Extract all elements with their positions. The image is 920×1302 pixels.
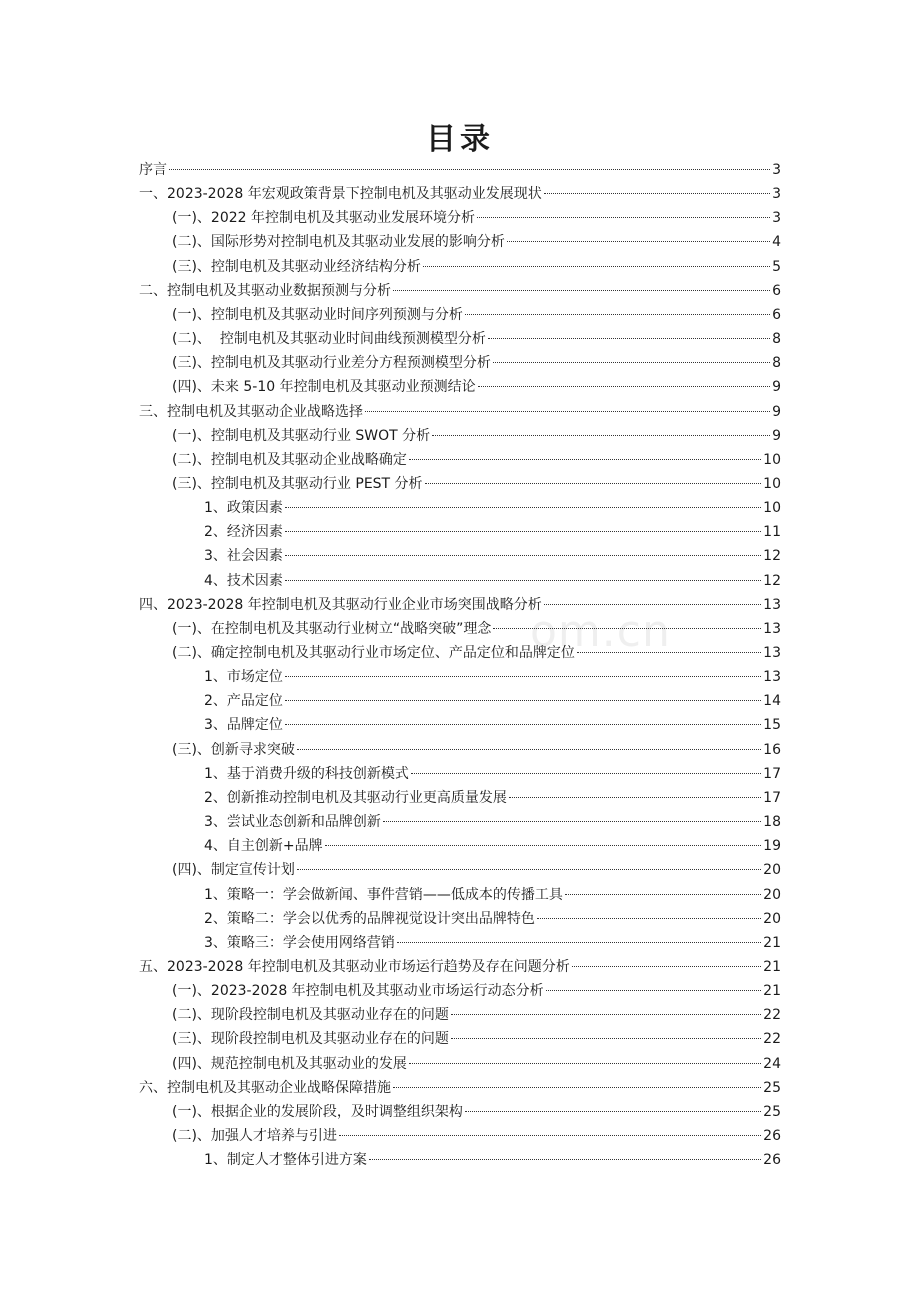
watermark: om.cn — [530, 606, 671, 657]
toc-entry-page-number: 13 — [763, 596, 781, 613]
toc-entry[interactable] — [172, 424, 781, 448]
toc-entry[interactable] — [204, 883, 781, 907]
toc-entry-page-number: 6 — [772, 282, 781, 299]
toc-entry[interactable] — [139, 593, 781, 617]
toc-entry-page-number: 19 — [763, 838, 781, 855]
toc-entry-page-number: 15 — [763, 717, 781, 734]
dot-leader — [365, 411, 770, 412]
page-title: 目录 — [426, 122, 494, 157]
toc-entry-page-number: 8 — [772, 331, 781, 348]
toc-entry-page-number: 3 — [772, 210, 781, 227]
toc-entry[interactable] — [204, 713, 781, 737]
toc-entry-title: (三)、控制电机及其驱动行业差分方程预测模型分析 — [172, 355, 491, 372]
toc-entry-page-number: 4 — [772, 234, 781, 251]
dot-leader — [297, 749, 761, 750]
toc-entry-title: (二)、加强人才培养与引进 — [172, 1128, 337, 1144]
toc-entry-page-number: 9 — [772, 379, 781, 396]
toc-entry-title: (一)、根据企业的发展阶段，及时调整组织架构 — [172, 1103, 463, 1120]
toc-entry-title: 一、2023-2028 年宏观政策背景下控制电机及其驱动业发展现状 — [139, 186, 542, 203]
toc-entry[interactable] — [172, 1124, 781, 1148]
toc-entry-page-number: 24 — [763, 1055, 781, 1072]
toc-entry[interactable] — [172, 303, 781, 327]
dot-leader — [425, 483, 762, 484]
toc-entry-page-number: 21 — [763, 983, 781, 1000]
toc-entry-page-number: 8 — [772, 355, 781, 372]
dot-leader — [339, 1135, 761, 1136]
toc-entry-page-number: 26 — [763, 1128, 781, 1144]
toc-entry-page-number: 3 — [772, 162, 781, 178]
toc-entry[interactable] — [139, 158, 781, 182]
dot-leader — [544, 604, 761, 605]
dot-leader — [507, 241, 770, 242]
toc-entry-page-number: 20 — [763, 886, 781, 903]
toc-entry-page-number: 12 — [763, 572, 781, 589]
toc-entry[interactable] — [204, 496, 781, 520]
toc-entry[interactable] — [172, 1027, 781, 1051]
toc-entry[interactable] — [172, 230, 781, 254]
toc-entry-title: (三)、创新寻求突破 — [172, 741, 295, 758]
toc-entry-page-number: 22 — [763, 1007, 781, 1024]
toc-entry[interactable] — [139, 182, 781, 206]
toc-entry-page-number: 20 — [763, 862, 781, 879]
toc-entry[interactable] — [172, 641, 781, 665]
toc-entry[interactable] — [172, 858, 781, 882]
toc-entry-title: (一)、2023-2028 年控制电机及其驱动业市场运行动态分析 — [172, 983, 544, 1000]
toc-entry[interactable] — [204, 834, 781, 858]
toc-entry-title: 1、基于消费升级的科技创新模式 — [204, 765, 409, 782]
toc-entry-title: 1、政策因素 — [204, 500, 283, 517]
toc-entry-page-number: 13 — [763, 645, 781, 661]
dot-leader — [285, 580, 761, 581]
toc-entry-page-number: 17 — [763, 765, 781, 782]
dot-leader — [544, 193, 770, 194]
toc-entry-page-number: 10 — [763, 475, 781, 492]
toc-entry-page-number: 21 — [763, 934, 781, 951]
toc-entry-page-number: 20 — [763, 910, 781, 927]
toc-entry-page-number: 10 — [763, 500, 781, 517]
toc-entry-title: 1、市场定位 — [204, 669, 283, 686]
toc-entry[interactable] — [172, 1052, 781, 1076]
dot-leader — [393, 290, 770, 291]
toc-entry-page-number: 13 — [763, 620, 781, 637]
dot-leader — [465, 314, 770, 315]
toc-entry-page-number: 21 — [763, 958, 781, 975]
toc-entry[interactable] — [172, 979, 781, 1003]
dot-leader — [478, 386, 770, 387]
toc-entry-page-number: 26 — [763, 1152, 781, 1169]
dot-leader — [432, 435, 770, 436]
toc-entry[interactable] — [172, 1003, 781, 1027]
dot-leader — [285, 700, 761, 701]
dot-leader — [572, 966, 761, 967]
toc-entry-title: 1、策略一：学会做新闻、事件营销——低成本的传播工具 — [204, 886, 563, 903]
dot-leader — [493, 362, 770, 363]
dot-leader — [423, 266, 770, 267]
toc-entry[interactable] — [204, 762, 781, 786]
dot-leader — [285, 676, 761, 677]
toc-entry[interactable] — [204, 544, 781, 568]
dot-leader — [297, 869, 761, 870]
dot-leader — [285, 531, 761, 532]
dot-leader — [477, 217, 770, 218]
toc-entry-title: 四、2023-2028 年控制电机及其驱动行业企业市场突围战略分析 — [139, 596, 542, 613]
dot-leader — [565, 894, 761, 895]
toc-entry-page-number: 10 — [763, 451, 781, 468]
toc-entry-page-number: 11 — [763, 524, 781, 541]
toc-entry-title: 三、控制电机及其驱动企业战略选择 — [139, 403, 363, 420]
toc-entry[interactable] — [172, 738, 781, 762]
toc-entry-title: (二)、控制电机及其驱动企业战略确定 — [172, 451, 407, 468]
toc-entry-title: 3、尝试业态创新和品牌创新 — [204, 814, 381, 831]
toc-entry[interactable] — [204, 569, 781, 593]
dot-leader — [577, 652, 761, 653]
dot-leader — [509, 797, 761, 798]
dot-leader — [451, 1014, 761, 1015]
toc-entry-page-number: 25 — [763, 1079, 781, 1096]
toc-entry-title: (三)、控制电机及其驱动业经济结构分析 — [172, 258, 421, 275]
toc-entry-title: 1、制定人才整体引进方案 — [204, 1152, 367, 1169]
dot-leader — [546, 990, 761, 991]
toc-entry-page-number: 5 — [772, 258, 781, 275]
toc-entry-title: 4、技术因素 — [204, 572, 283, 589]
dot-leader — [409, 1063, 761, 1064]
dot-leader — [493, 628, 761, 629]
toc-entry-page-number: 13 — [763, 669, 781, 686]
toc-entry-title: 五、2023-2028 年控制电机及其驱动业市场运行趋势及存在问题分析 — [139, 958, 570, 975]
toc-entry-page-number: 12 — [763, 548, 781, 565]
toc-entry-title: (三)、现阶段控制电机及其驱动业存在的问题 — [172, 1031, 449, 1048]
toc-entry-title: 2、创新推动控制电机及其驱动行业更高质量发展 — [204, 789, 507, 806]
dot-leader — [169, 169, 770, 170]
toc-entry[interactable] — [172, 327, 781, 351]
toc-entry-title: 序言 — [139, 162, 167, 178]
toc-entry-page-number: 14 — [763, 693, 781, 710]
toc-entry[interactable] — [204, 931, 781, 955]
toc-entry[interactable] — [204, 689, 781, 713]
dot-leader — [411, 773, 761, 774]
toc-entry-title: (四)、规范控制电机及其驱动业的发展 — [172, 1055, 407, 1072]
toc-entry[interactable] — [204, 907, 781, 931]
toc-entry-title: (一)、控制电机及其驱动行业 SWOT 分析 — [172, 427, 431, 444]
toc-entry-page-number: 25 — [763, 1103, 781, 1120]
dot-leader — [465, 1111, 761, 1112]
dot-leader — [488, 338, 770, 339]
dot-leader — [285, 724, 761, 725]
toc-entry-page-number: 9 — [772, 403, 781, 420]
toc-entry[interactable] — [172, 255, 781, 279]
toc-entry[interactable] — [172, 206, 781, 230]
toc-entry-title: 3、策略三：学会使用网络营销 — [204, 934, 395, 951]
toc-entry-title: 4、自主创新+品牌 — [204, 838, 323, 855]
dot-leader — [285, 555, 761, 556]
toc-entry-title: 2、产品定位 — [204, 693, 283, 710]
toc-entry-title: (二)、国际形势对控制电机及其驱动业发展的影响分析 — [172, 234, 505, 251]
toc-entry-title: 二、控制电机及其驱动业数据预测与分析 — [139, 282, 391, 299]
toc-entry[interactable] — [172, 448, 781, 472]
toc-entry[interactable] — [172, 472, 781, 496]
dot-leader — [393, 1087, 761, 1088]
toc-entry-title: 六、控制电机及其驱动企业战略保障措施 — [139, 1079, 391, 1096]
toc-entry-title: (三)、控制电机及其驱动行业 PEST 分析 — [172, 475, 423, 492]
toc-entry[interactable] — [139, 279, 781, 303]
toc-entry-page-number: 18 — [763, 814, 781, 831]
toc-entry[interactable] — [139, 400, 781, 424]
toc-entry-title: (四)、制定宣传计划 — [172, 862, 295, 879]
toc-entry[interactable] — [172, 351, 781, 375]
toc-entry-title: 2、策略二：学会以优秀的品牌视觉设计突出品牌特色 — [204, 910, 535, 927]
toc-entry[interactable] — [204, 520, 781, 544]
toc-entry-title: (四)、未来 5-10 年控制电机及其驱动业预测结论 — [172, 379, 476, 396]
toc-entry-title: (一)、2022 年控制电机及其驱动业发展环境分析 — [172, 210, 476, 227]
toc-entry-page-number: 6 — [772, 306, 781, 323]
toc-entry-page-number: 3 — [772, 186, 781, 203]
toc-entry-page-number: 9 — [772, 427, 781, 444]
toc-entry-title: 3、品牌定位 — [204, 717, 283, 734]
toc-entry[interactable] — [172, 617, 781, 641]
toc-entry-page-number: 17 — [763, 789, 781, 806]
dot-leader — [369, 1159, 761, 1160]
toc-entry[interactable] — [204, 1148, 781, 1172]
toc-entry-page-number: 22 — [763, 1031, 781, 1048]
toc-entry-title: 3、社会因素 — [204, 548, 283, 565]
dot-leader — [285, 507, 761, 508]
dot-leader — [383, 821, 761, 822]
toc-entry[interactable] — [204, 786, 781, 810]
toc-entry[interactable] — [204, 810, 781, 834]
toc-entry-title: (一)、控制电机及其驱动业时间序列预测与分析 — [172, 306, 463, 323]
toc-entry-title: (二)、 控制电机及其驱动业时间曲线预测模型分析 — [172, 331, 486, 348]
dot-leader — [409, 459, 761, 460]
dot-leader — [537, 918, 761, 919]
toc-entry[interactable] — [139, 955, 781, 979]
toc-entry[interactable] — [204, 665, 781, 689]
toc-entry[interactable] — [172, 1100, 781, 1124]
dot-leader — [451, 1038, 761, 1039]
toc-entry-title: (二)、确定控制电机及其驱动行业市场定位、产品定位和品牌定位 — [172, 645, 575, 661]
toc-entry[interactable] — [139, 1076, 781, 1100]
toc-entry-title: (一)、在控制电机及其驱动行业树立“战略突破”理念 — [172, 620, 492, 637]
toc-entry-title: (二)、现阶段控制电机及其驱动业存在的问题 — [172, 1007, 449, 1024]
toc-entry[interactable] — [172, 375, 781, 399]
toc-entry-title: 2、经济因素 — [204, 524, 283, 541]
dot-leader — [325, 845, 762, 846]
dot-leader — [397, 942, 761, 943]
toc-entry-page-number: 16 — [763, 741, 781, 758]
